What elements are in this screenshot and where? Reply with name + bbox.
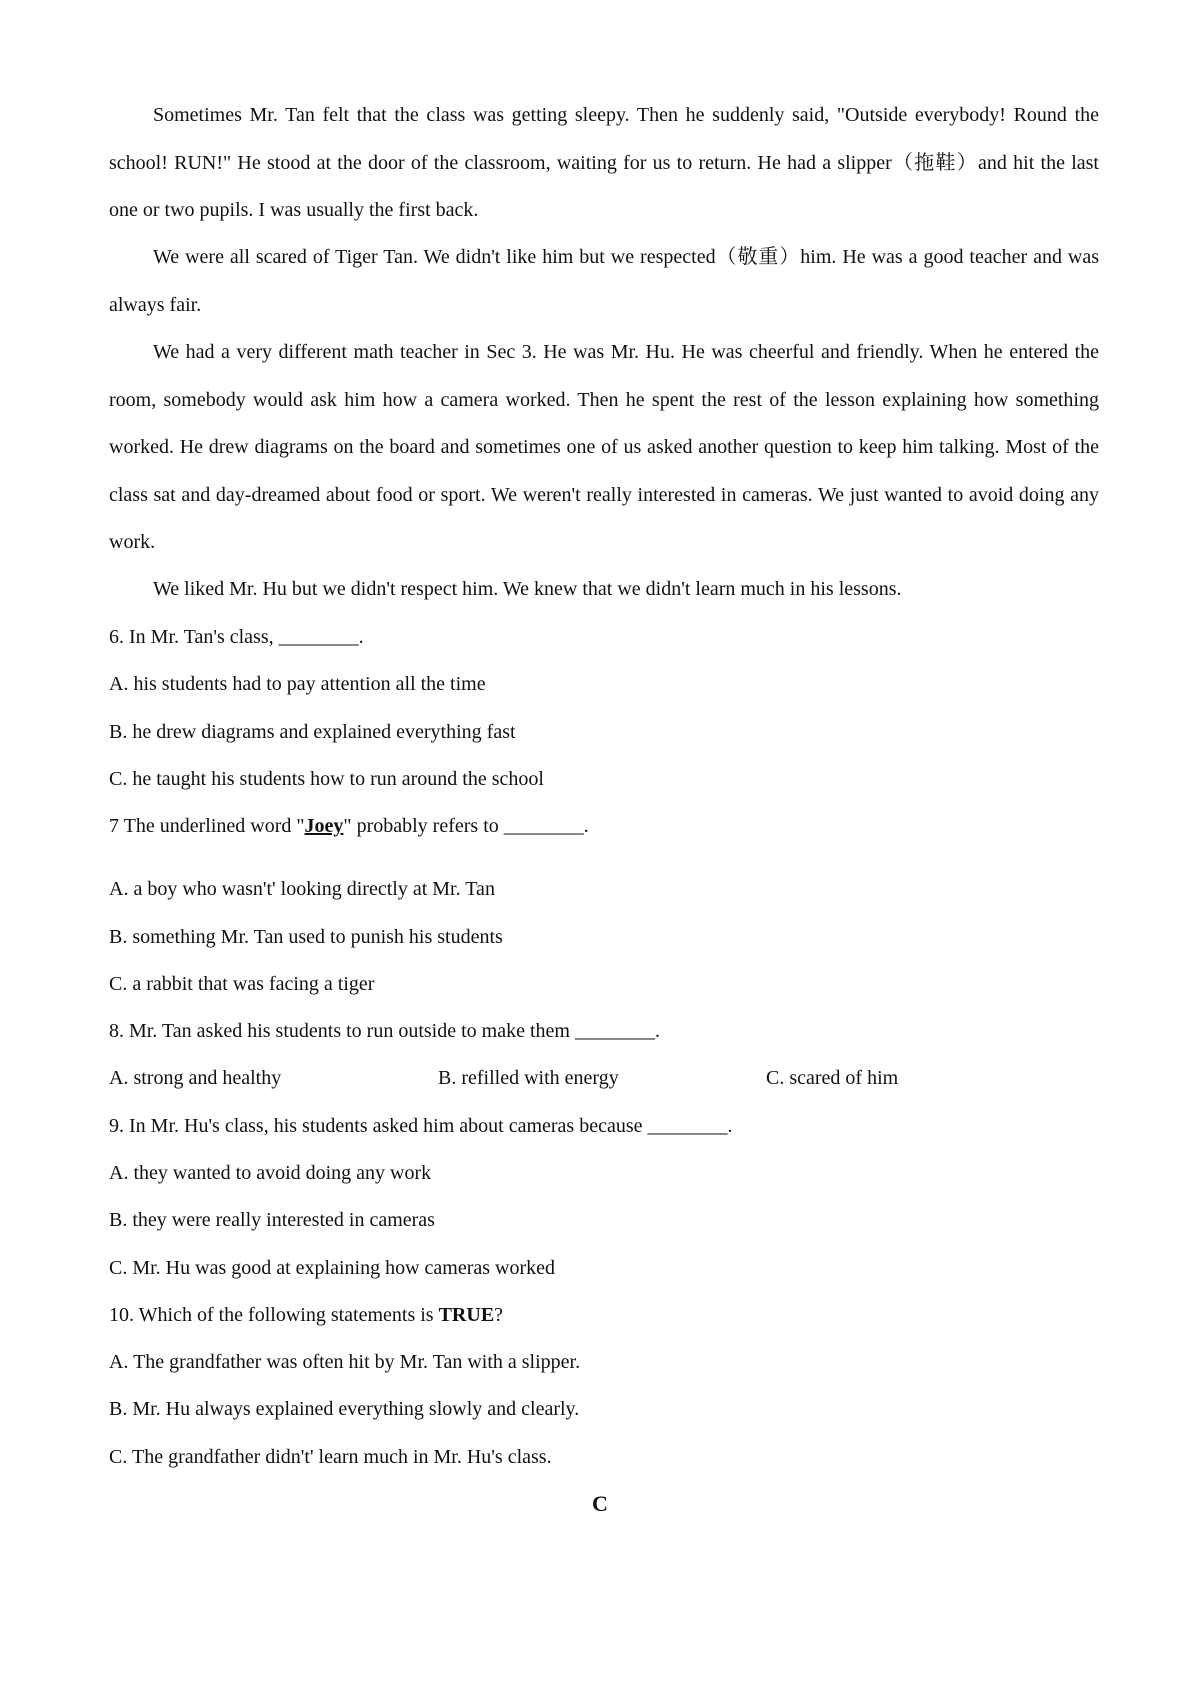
underlined-word-joey: Joey	[304, 815, 344, 837]
question-6-option-a: A. his students had to pay attention all the time	[109, 673, 486, 695]
question-6-stem: 6. In Mr. Tan's class, ________.	[109, 626, 364, 648]
question-10-stem-before: 10. Which of the following statements is	[109, 1304, 439, 1326]
passage-paragraph-1: Sometimes Mr. Tan felt that the class was getting sleepy. Then he suddenly said, "Outside everybody! Round the school! RUN!" He stood at the door of the classroom, waiting for us to return. He had a slipper（拖鞋）and hit the last one or two pupils. I was usually the first back.	[109, 104, 1099, 221]
question-7-option-c: C. a rabbit that was facing a tiger	[109, 973, 375, 995]
question-7-stem-after: " probably refers to ________.	[343, 815, 589, 837]
question-8-option-b: B. refilled with energy	[438, 1067, 619, 1089]
question-6-option-b: B. he drew diagrams and explained everything fast	[109, 721, 516, 743]
question-6-option-c: C. he taught his students how to run around the school	[109, 768, 544, 790]
question-9-option-b: B. they were really interested in cameras	[109, 1209, 435, 1231]
question-8-option-c: C. scared of him	[766, 1067, 899, 1089]
question-10-option-c: C. The grandfather didn't' learn much in Mr. Hu's class.	[109, 1446, 552, 1468]
question-10-stem-bold: TRUE	[438, 1304, 495, 1326]
question-7-stem-before: 7 The underlined word "	[109, 815, 305, 837]
passage-paragraph-4: We liked Mr. Hu but we didn't respect him. We knew that we didn't learn much in his lessons.	[153, 578, 902, 600]
question-9-option-c: C. Mr. Hu was good at explaining how cameras worked	[109, 1257, 556, 1279]
section-heading: C	[592, 1491, 608, 1516]
question-10-option-a: A. The grandfather was often hit by Mr. Tan with a slipper.	[109, 1351, 581, 1373]
question-7-stem	[109, 814, 589, 838]
question-9-option-a: A. they wanted to avoid doing any work	[109, 1162, 432, 1184]
question-10-stem-after: ?	[494, 1304, 504, 1326]
question-8-option-a: A. strong and healthy	[109, 1067, 282, 1089]
question-10-option-b: B. Mr. Hu always explained everything slowly and clearly.	[109, 1398, 580, 1420]
question-8-stem: 8. Mr. Tan asked his students to run outside to make them ________.	[109, 1020, 660, 1042]
question-7-option-a: A. a boy who wasn't' looking directly at Mr. Tan	[109, 878, 495, 900]
question-9-stem: 9. In Mr. Hu's class, his students asked him about cameras because ________.	[109, 1115, 733, 1137]
question-7-option-b: B. something Mr. Tan used to punish his students	[109, 926, 503, 948]
question-10-stem	[109, 1303, 503, 1327]
passage-paragraph-3: We had a very different math teacher in Sec 3. He was Mr. Hu. He was cheerful and friendly. When he entered the room, somebody would ask him how a camera worked. Then he spent the rest of the lesson explaining how something worked. He drew diagrams on the board and sometimes one of us asked another question to keep him talking. Most of the class sat and day-dreamed about food or sport. We weren't really interested in cameras. We just wanted to avoid doing any work.	[109, 341, 1099, 553]
passage-paragraph-2: We were all scared of Tiger Tan. We didn't like him but we respected（敬重）him. He was a good teacher and was always fair.	[109, 246, 1099, 316]
